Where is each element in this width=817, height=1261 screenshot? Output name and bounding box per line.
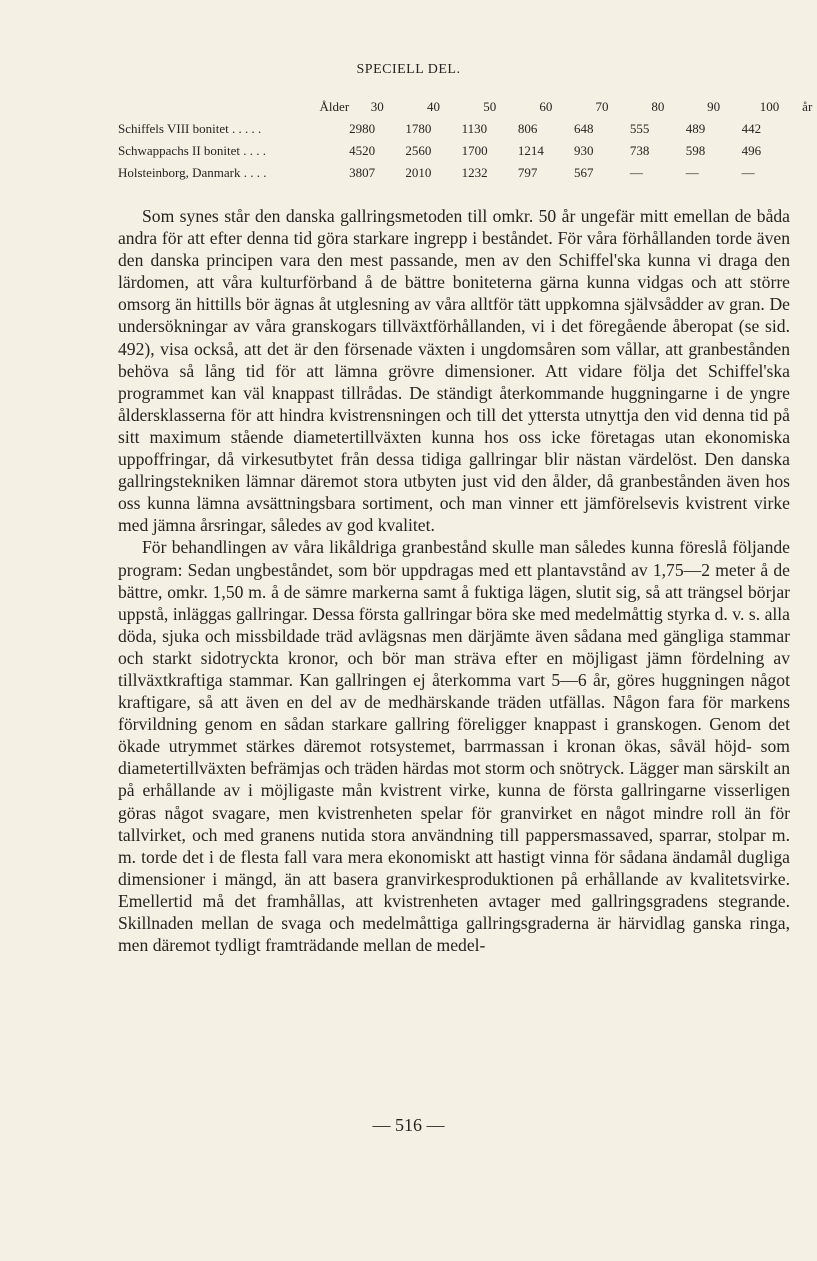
table-cell: 738 [629,143,650,158]
row-label: Holsteinborg, Danmark . . . . [118,165,267,180]
table-cell: 648 [574,121,594,136]
age-unit: år [802,99,813,114]
table-cell: 2560 [405,143,432,158]
table-cell: 1214 [517,143,544,158]
age-cell: 50 [483,99,497,114]
age-cell: 100 [759,99,780,114]
table-cell: — [629,165,643,180]
table-cell: 806 [517,121,538,136]
stand-table [118,96,817,184]
table-cell: — [741,165,755,180]
age-label: Ålder [319,99,350,114]
table-cell: 4520 [349,143,376,158]
table-cell: 2010 [405,165,432,180]
page-number: — 516 — [372,1115,445,1135]
table-cell: 442 [741,121,762,136]
table-row [118,140,817,162]
table-row [118,118,817,140]
table-cell: 496 [741,143,762,158]
table-cell: 2980 [349,121,376,136]
table-cell: — [685,165,699,180]
table-cell: 3807 [349,165,376,180]
body-text [118,205,790,956]
table-cell: 555 [629,121,650,136]
table-cell: 489 [685,121,706,136]
table-cell: 1700 [461,143,488,158]
row-label: Schwappachs II bonitet . . . . [118,143,267,158]
table-cell: 1130 [461,121,488,136]
row-label: Schiffels VIII bonitet . . . . . [118,121,262,136]
table-cell: 930 [574,143,594,158]
table-cell: 797 [517,165,538,180]
age-cell: 80 [651,99,665,114]
age-cell: 60 [539,99,553,114]
age-cell: 40 [426,99,440,114]
table-row [118,162,817,184]
table-cell: 1232 [461,165,488,180]
age-cell: 30 [370,99,384,114]
table-header-row [118,96,817,118]
table-cell: 567 [574,165,594,180]
paragraph: Som synes står den danska gallringsmetoden till omkr. 50 år ungefär mitt emellan de båda andra för att efter denna tid göra starkare ingrepp i beståndet. För våra förhållanden torde även den danska principen vara den mest passande, men av den Schiffel'ska kunna vi draga den lärdomen, att våra kulturförband å de bättre boniteterna gärna kunna vidgas och att större omsorg än hittills bör ägnas åt utglesning av våra alltför tätt uppkomna självsådder av gran. De undersökningar av våra granskogars tillväxtförhållanden, vi i det föregående åberopat (se sid. 492), visa också, att det är den försenade växten i ungdomsåren som vållar, att granbestånden behöva så lång tid för att lämna grövre dimensioner. Att vidare följa det Schiffel'ska programmet kan väl knappast tillrådas. De ständigt återkommande huggningarne i de yngre åldersklasserna för att hindra kvistrensningen och till det yttersta utnyttja den vid denna tid på sitt maximum stående diametertillväxten kunna hos oss icke företagas utan ekonomiska uppoffringar, då virkesutbytet från dessa tidiga gallringar blir nästan värdelöst. Den danska gallringstekniken lämnar däremot stora utbyten just vid den ålder, då granbestånden även hos oss kunna lämna avsättningsbara sortiment, och man vinner ett jämförelsevis kvistrent virke med jämna årsringar, således av god kvalitet. [118,206,790,536]
table-cell: 1780 [405,121,432,136]
page-header: SPECIELL DEL. [356,62,461,77]
paragraph: För behandlingen av våra likåldriga granbestånd skulle man således kunna föreslå följande program: Sedan ungbeståndet, som bör uppdragas med ett plantavstånd av 1,75—2 meter å de bättre, omkr. 1,50 m. å de sämre markerna samt å fuktiga lägen, slutit sig, så att trängsel börjar uppstå, inläggas gallringar. Dessa första gallringar böra ske med medelmåttig styrka d. v. s. alla döda, sjuka och missbildade träd avlägsnas men därjämte även sådana med gängliga stammar och starkt sidotryckta kronor, och bör man sträva efter en möjligast jämn fördelning av tillväxtkraftiga stammar. Kan gallringen ej återkomma vart 5—6 år, göres huggningen något kraftigare, så att även en del av de medhärskande träden utfällas. Någon fara för markens förvildning genom en sådan starkare gallring föreligger knappast i granskogen. Genom det ökade utrymmet stärkes däremot rotsystemet, barrmassan i kronan ökas, såväl höjd- som diametertillväxten befrämjas och träden härdas mot storm och snötryck. Lägger man särskilt an på erhållande av i möjligaste mån kvistrent virke, kunna de första gallringarne visserligen göras något svagare, men kvistrenheten spelar för granvirket en något mindre roll än för tallvirket, och med granens nutida stora användning till pappersmassaved, sparrar, stolpar m. m. torde det i de flesta fall vara mera ekonomiskt att hastigt vinna för sådana ändamål dugliga dimensioner i mängd, än att basera granvirkesproduktionen på erhållande av kvalitetsvirke. Emellertid må det framhållas, att kvistrenheten avtager med gallringsgradens stegrande. Skillnaden mellan de svaga och medelmåttiga gallringsgraderna är härvidlag ganska ringa, men däremot tydligt framträdande mellan de medel- [118,537,790,956]
age-cell: 70 [595,99,609,114]
age-cell: 90 [707,99,721,114]
table-cell: 598 [685,143,706,158]
